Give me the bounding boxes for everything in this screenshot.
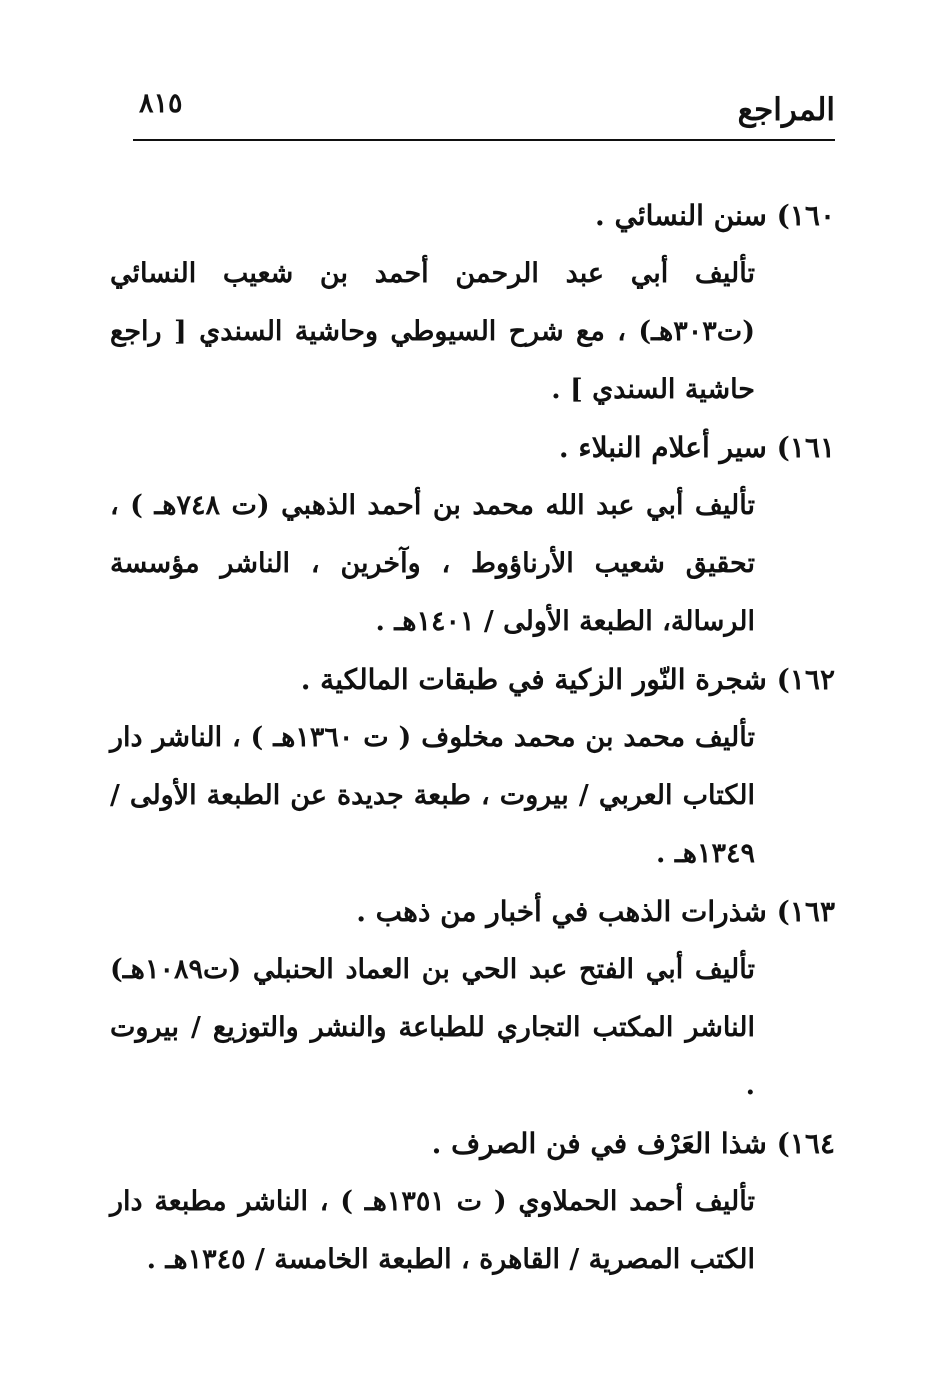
- reference-title: شذا العَرْف في فن الصرف .: [431, 1127, 767, 1160]
- reference-details: تأليف أبي عبد الله محمد بن أحمد الذهبي (ت ٧٤٨هـ ) ، تحقيق شعيب الأرناؤوط ، وآخرين ، الناشر مؤسسة الرسالة، الطبعة الأولى / ١٤٠١هـ .: [110, 490, 755, 637]
- reference-heading: [110, 187, 835, 245]
- page-header: [133, 82, 835, 142]
- page-number: ٨١٥: [139, 88, 183, 119]
- reference-entry: [110, 651, 835, 883]
- header-divider: [133, 139, 835, 141]
- reference-heading: [110, 419, 835, 477]
- reference-entry: [110, 883, 835, 1115]
- reference-heading: [110, 651, 835, 709]
- reference-details: تأليف أبي الفتح عبد الحي بن العماد الحنبلي (ت١٠٨٩هـ) الناشر المكتب التجاري للطباعة والنشر والتوزيع / بيروت .: [110, 954, 755, 1101]
- reference-entry: [110, 419, 835, 651]
- reference-details: تأليف أحمد الحملاوي ( ت ١٣٥١هـ ) ، الناشر مطبعة دار الكتب المصرية / القاهرة ، الطبعة الخامسة / ١٣٤٥هـ .: [110, 1186, 755, 1275]
- reference-number: ١٦١): [776, 431, 835, 464]
- reference-title: شجرة النّور الزكية في طبقات المالكية .: [300, 663, 767, 696]
- reference-number: ١٦٠): [776, 199, 835, 232]
- references-list: [110, 187, 835, 1289]
- reference-number: ١٦٤): [776, 1127, 835, 1160]
- reference-number: ١٦٣): [776, 895, 835, 928]
- reference-entry: [110, 1115, 835, 1289]
- reference-details: تأليف محمد بن محمد مخلوف ( ت ١٣٦٠هـ ) ، الناشر دار الكتاب العربي / بيروت ، طبعة جديدة عن الطبعة الأولى / ١٣٤٩هـ .: [110, 722, 755, 869]
- reference-number: ١٦٢): [776, 663, 835, 696]
- reference-title: سنن النسائي .: [595, 199, 767, 232]
- reference-heading: [110, 1115, 835, 1173]
- reference-title: سير أعلام النبلاء .: [558, 431, 767, 464]
- reference-title: شذرات الذهب في أخبار من ذهب .: [356, 895, 767, 928]
- reference-heading: [110, 883, 835, 941]
- reference-details: تأليف أبي عبد الرحمن أحمد بن شعيب النسائي (ت٣٠٣هـ) ، مع شرح السيوطي وحاشية السندي [ راجع حاشية السندي ] .: [110, 258, 755, 405]
- reference-entry: [110, 187, 835, 419]
- page-title: المراجع: [737, 92, 835, 128]
